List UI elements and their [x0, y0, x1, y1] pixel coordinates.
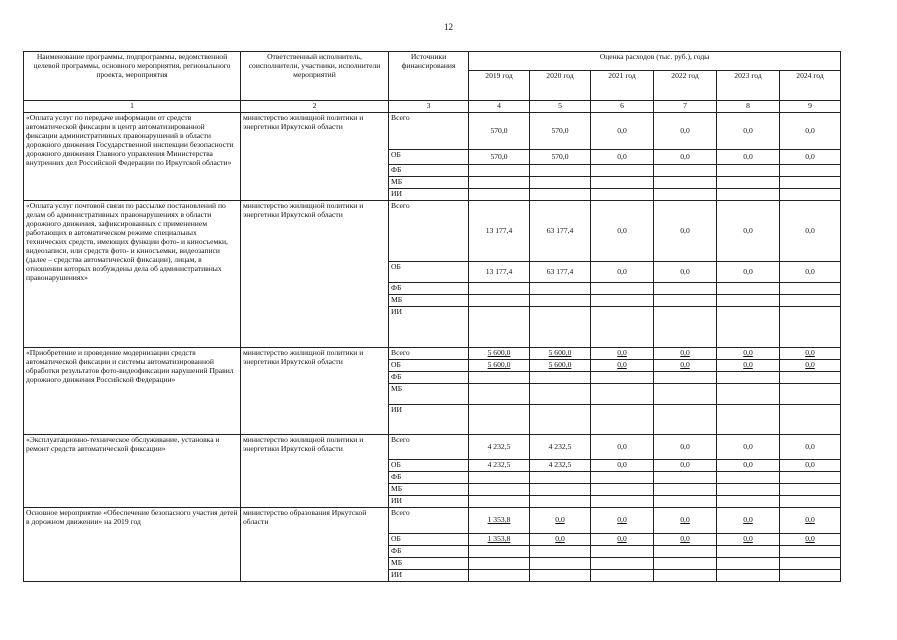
value-cell: [469, 384, 530, 405]
value-text: 4 232,5: [548, 460, 572, 470]
value-cell: [780, 484, 841, 496]
value-cell: [654, 283, 717, 295]
value-cell: [780, 558, 841, 570]
value-cell: [654, 295, 717, 307]
value-cell: [717, 534, 780, 546]
value-text: 63 177,4: [546, 225, 574, 235]
value-cell: [469, 201, 530, 262]
funding-source-cell: ОБ: [389, 534, 469, 546]
value-cell: [780, 283, 841, 295]
value-cell: [717, 150, 780, 165]
executor-cell: министерство образования Иркутской области: [241, 508, 389, 582]
table-row: [24, 113, 841, 150]
value-cell: [591, 307, 654, 348]
value-cell: [530, 570, 591, 582]
value-cell: [469, 113, 530, 150]
value-cell: [654, 201, 717, 262]
value-cell: [530, 405, 591, 435]
column-number: 3: [389, 101, 469, 113]
value-cell: [654, 534, 717, 546]
value-cell: [780, 405, 841, 435]
funding-source-cell: ФБ: [389, 546, 469, 558]
program-name-cell: «Оплата услуг по передаче информации от средств автоматической фиксации в центр автоматизированной фиксации административных правонарушений в области дорожного движения Государственной инспекции безопасности дорожного движения Главного управления Министерства внутренних дел Российской Федерации по Иркутской области»: [24, 113, 241, 201]
value-cell: [469, 360, 530, 372]
value-cell: [654, 177, 717, 189]
funding-source-cell: ИИ: [389, 570, 469, 582]
value-cell: [717, 283, 780, 295]
value-cell: [780, 348, 841, 360]
value-cell: [469, 372, 530, 384]
value-cell: [591, 546, 654, 558]
value-cell: [591, 558, 654, 570]
value-cell: [530, 558, 591, 570]
value-cell: [530, 283, 591, 295]
value-cell: [469, 460, 530, 472]
value-cell: [530, 150, 591, 165]
value-cell: [530, 460, 591, 472]
value-text: 0,0: [680, 266, 690, 276]
value-cell: [469, 189, 530, 201]
value-text: 5 600,0: [548, 360, 572, 370]
value-cell: [530, 372, 591, 384]
funding-source-cell: ОБ: [389, 150, 469, 165]
funding-source-cell: ОБ: [389, 460, 469, 472]
value-cell: [654, 570, 717, 582]
value-cell: [717, 472, 780, 484]
value-cell: [654, 165, 717, 177]
value-text: 0,0: [680, 151, 690, 161]
value-text: 0,0: [680, 225, 690, 235]
value-cell: [591, 177, 654, 189]
executor-cell: министерство жилищной политики и энергетики Иркутской области: [241, 435, 389, 508]
value-cell: [654, 262, 717, 283]
column-number: 6: [591, 101, 654, 113]
funding-source-cell: МБ: [389, 177, 469, 189]
header-executor: Ответственный исполнитель, соисполнители, участники, исполнители мероприятий: [241, 52, 389, 101]
value-text: 0,0: [805, 515, 815, 525]
value-text: 0,0: [680, 125, 690, 135]
value-text: 570,0: [490, 151, 508, 161]
value-cell: [530, 262, 591, 283]
value-cell: [469, 508, 530, 534]
value-text: 0,0: [805, 460, 815, 470]
value-cell: [654, 360, 717, 372]
value-cell: [654, 372, 717, 384]
value-cell: [654, 508, 717, 534]
value-cell: [717, 546, 780, 558]
funding-source-cell: МБ: [389, 384, 469, 405]
value-text: 0,0: [805, 151, 815, 161]
value-cell: [717, 201, 780, 262]
expenses-table: [23, 51, 841, 582]
value-cell: [654, 405, 717, 435]
value-text: 0,0: [617, 534, 627, 544]
value-cell: [530, 165, 591, 177]
funding-source-cell: ФБ: [389, 165, 469, 177]
funding-source-cell: ИИ: [389, 307, 469, 348]
value-cell: [591, 150, 654, 165]
value-cell: [469, 283, 530, 295]
value-cell: [591, 405, 654, 435]
value-cell: [530, 508, 591, 534]
value-text: 5 600,0: [487, 360, 511, 370]
header-year: 2019 год: [469, 71, 530, 101]
value-cell: [717, 570, 780, 582]
column-number: 1: [24, 101, 241, 113]
value-cell: [780, 201, 841, 262]
value-cell: [469, 546, 530, 558]
value-cell: [654, 460, 717, 472]
value-text: 4 232,5: [487, 441, 511, 451]
value-cell: [654, 558, 717, 570]
funding-source-cell: Всего: [389, 113, 469, 150]
value-text: 0,0: [743, 460, 753, 470]
value-text: 0,0: [743, 125, 753, 135]
funding-source-cell: ИИ: [389, 496, 469, 508]
value-cell: [469, 262, 530, 283]
funding-source-cell: Всего: [389, 508, 469, 534]
value-text: 1 353,8: [487, 515, 511, 525]
value-cell: [530, 113, 591, 150]
value-cell: [717, 348, 780, 360]
header-year: 2024 год: [780, 71, 841, 101]
value-cell: [717, 372, 780, 384]
value-text: 0,0: [680, 460, 690, 470]
value-cell: [469, 496, 530, 508]
value-cell: [717, 384, 780, 405]
value-cell: [469, 558, 530, 570]
value-cell: [591, 484, 654, 496]
executor-cell: министерство жилищной политики и энергетики Иркутской области: [241, 113, 389, 201]
value-text: 0,0: [743, 225, 753, 235]
value-text: 5 600,0: [548, 348, 572, 358]
value-cell: [780, 189, 841, 201]
value-text: 13 177,4: [485, 225, 513, 235]
value-text: 0,0: [805, 360, 815, 370]
value-cell: [469, 295, 530, 307]
value-cell: [530, 484, 591, 496]
value-text: 5 600,0: [487, 348, 511, 358]
program-name-cell: «Приобретение и проведение модернизации средств автоматической фиксации и системы автоматизированной обработки результатов фото-видеофиксации нарушений Правил дорожного движения Российской Федерации»: [24, 348, 241, 435]
funding-source-cell: Всего: [389, 435, 469, 460]
funding-source-cell: ИИ: [389, 189, 469, 201]
value-cell: [654, 496, 717, 508]
header-program-name: Наименование программы, подпрограммы, ведомственной целевой программы, основного мероприятия, регионального проекта, мероприятия: [24, 52, 241, 101]
value-text: 0,0: [617, 266, 627, 276]
value-cell: [654, 384, 717, 405]
value-cell: [591, 295, 654, 307]
funding-source-cell: Всего: [389, 348, 469, 360]
value-text: 0,0: [617, 125, 627, 135]
value-text: 0,0: [743, 360, 753, 370]
table-row: [24, 435, 841, 460]
executor-cell: министерство жилищной политики и энергетики Иркутской области: [241, 201, 389, 348]
value-cell: [717, 307, 780, 348]
program-name-cell: Основное мероприятие «Обеспечение безопасного участия детей в дорожном движении» на 2019 год: [24, 508, 241, 582]
funding-source-cell: ИИ: [389, 405, 469, 435]
funding-source-cell: МБ: [389, 484, 469, 496]
value-cell: [780, 150, 841, 165]
value-text: 0,0: [617, 441, 627, 451]
value-cell: [530, 201, 591, 262]
value-cell: [591, 384, 654, 405]
value-cell: [780, 435, 841, 460]
column-number: 5: [530, 101, 591, 113]
value-cell: [530, 534, 591, 546]
value-cell: [654, 307, 717, 348]
value-cell: [469, 165, 530, 177]
value-cell: [591, 435, 654, 460]
value-cell: [469, 472, 530, 484]
value-cell: [717, 177, 780, 189]
value-cell: [780, 472, 841, 484]
value-cell: [591, 262, 654, 283]
value-cell: [591, 372, 654, 384]
value-cell: [780, 307, 841, 348]
value-cell: [717, 484, 780, 496]
header-year: 2021 год: [591, 71, 654, 101]
value-text: 0,0: [680, 515, 690, 525]
value-text: 0,0: [743, 515, 753, 525]
executor-cell: министерство жилищной политики и энергетики Иркутской области: [241, 348, 389, 435]
value-cell: [654, 484, 717, 496]
value-text: 0,0: [680, 360, 690, 370]
value-text: 0,0: [743, 151, 753, 161]
value-text: 0,0: [805, 266, 815, 276]
value-cell: [530, 360, 591, 372]
value-cell: [591, 534, 654, 546]
value-cell: [780, 534, 841, 546]
header-year: 2022 год: [654, 71, 717, 101]
value-cell: [469, 534, 530, 546]
value-cell: [717, 508, 780, 534]
value-cell: [530, 348, 591, 360]
value-cell: [530, 435, 591, 460]
value-text: 63 177,4: [546, 266, 574, 276]
value-text: 0,0: [743, 441, 753, 451]
value-cell: [530, 177, 591, 189]
header-funding-source: Источники финансирования: [389, 52, 469, 101]
value-text: 0,0: [555, 515, 565, 525]
value-cell: [530, 546, 591, 558]
page-number: 12: [444, 22, 453, 32]
value-cell: [591, 201, 654, 262]
column-number: 8: [717, 101, 780, 113]
funding-source-cell: ОБ: [389, 360, 469, 372]
value-text: 0,0: [555, 534, 565, 544]
value-cell: [780, 460, 841, 472]
value-cell: [469, 150, 530, 165]
value-cell: [717, 435, 780, 460]
funding-source-cell: ФБ: [389, 472, 469, 484]
value-text: 0,0: [743, 348, 753, 358]
value-cell: [780, 570, 841, 582]
value-cell: [717, 262, 780, 283]
value-cell: [469, 348, 530, 360]
value-text: 0,0: [743, 534, 753, 544]
value-cell: [780, 177, 841, 189]
value-cell: [591, 460, 654, 472]
value-cell: [469, 484, 530, 496]
value-text: 0,0: [805, 125, 815, 135]
value-cell: [591, 360, 654, 372]
value-cell: [591, 189, 654, 201]
value-text: 0,0: [617, 151, 627, 161]
value-cell: [717, 189, 780, 201]
value-text: 1 353,8: [487, 534, 511, 544]
column-number: 7: [654, 101, 717, 113]
value-cell: [591, 508, 654, 534]
value-cell: [591, 570, 654, 582]
value-cell: [591, 472, 654, 484]
column-number: 4: [469, 101, 530, 113]
value-cell: [780, 165, 841, 177]
value-cell: [530, 496, 591, 508]
value-cell: [717, 558, 780, 570]
value-cell: [717, 496, 780, 508]
value-cell: [654, 348, 717, 360]
value-cell: [530, 384, 591, 405]
value-cell: [591, 496, 654, 508]
value-cell: [717, 113, 780, 150]
value-text: 0,0: [680, 441, 690, 451]
value-cell: [717, 360, 780, 372]
value-cell: [780, 546, 841, 558]
column-number: 9: [780, 101, 841, 113]
value-cell: [780, 360, 841, 372]
value-cell: [530, 189, 591, 201]
value-cell: [591, 165, 654, 177]
value-text: 570,0: [490, 125, 508, 135]
value-cell: [717, 405, 780, 435]
value-cell: [780, 262, 841, 283]
program-name-cell: «Оплата услуг почтовой связи по рассылке постановлений по делам об административных правонарушениях в области дорожного движения, зафиксированных с применением работающих в автоматическом режиме специальных технических средств, имеющих функции фото- и киносъемки, видеозаписи, или средств фото- и киносъемки, видеозаписи (далее – средства автоматической фиксации), лицам, в отношении которых возбуждены дела об административных правонарушениях»: [24, 201, 241, 348]
value-cell: [654, 472, 717, 484]
table-row: [24, 508, 841, 534]
value-cell: [717, 295, 780, 307]
table-row: [24, 348, 841, 360]
header-estimate: Оценка расходов (тыс. руб.), годы: [469, 52, 841, 71]
value-cell: [780, 113, 841, 150]
funding-source-cell: МБ: [389, 295, 469, 307]
funding-source-cell: Всего: [389, 201, 469, 262]
value-text: 0,0: [805, 534, 815, 544]
value-cell: [469, 307, 530, 348]
value-cell: [780, 295, 841, 307]
value-cell: [591, 113, 654, 150]
value-text: 0,0: [617, 460, 627, 470]
value-text: 0,0: [680, 348, 690, 358]
header-year: 2020 год: [530, 71, 591, 101]
value-cell: [469, 177, 530, 189]
value-cell: [654, 189, 717, 201]
value-cell: [469, 435, 530, 460]
column-number: 2: [241, 101, 389, 113]
value-cell: [780, 508, 841, 534]
value-text: 570,0: [551, 151, 569, 161]
funding-source-cell: МБ: [389, 558, 469, 570]
value-cell: [717, 460, 780, 472]
value-cell: [469, 405, 530, 435]
value-cell: [780, 372, 841, 384]
funding-source-cell: ОБ: [389, 262, 469, 283]
value-cell: [530, 295, 591, 307]
value-text: 4 232,5: [548, 441, 572, 451]
value-text: 0,0: [680, 534, 690, 544]
value-text: 0,0: [805, 441, 815, 451]
value-cell: [654, 150, 717, 165]
value-text: 0,0: [617, 348, 627, 358]
value-cell: [654, 435, 717, 460]
value-cell: [780, 384, 841, 405]
value-text: 0,0: [743, 266, 753, 276]
value-cell: [591, 283, 654, 295]
value-text: 0,0: [805, 348, 815, 358]
funding-source-cell: ФБ: [389, 372, 469, 384]
value-cell: [780, 496, 841, 508]
funding-source-cell: ФБ: [389, 283, 469, 295]
value-text: 0,0: [617, 515, 627, 525]
value-text: 570,0: [551, 125, 569, 135]
value-text: 0,0: [805, 225, 815, 235]
value-cell: [530, 307, 591, 348]
value-cell: [654, 546, 717, 558]
value-cell: [469, 570, 530, 582]
table-row: [24, 201, 841, 262]
value-cell: [591, 348, 654, 360]
value-text: 0,0: [617, 360, 627, 370]
header-year: 2023 год: [717, 71, 780, 101]
value-cell: [530, 472, 591, 484]
value-cell: [654, 113, 717, 150]
program-name-cell: «Эксплуатационно-техническое обслуживание, установка и ремонт средств автоматической фиксации»: [24, 435, 241, 508]
value-cell: [717, 165, 780, 177]
value-text: 13 177,4: [485, 266, 513, 276]
value-text: 4 232,5: [487, 460, 511, 470]
value-text: 0,0: [617, 225, 627, 235]
